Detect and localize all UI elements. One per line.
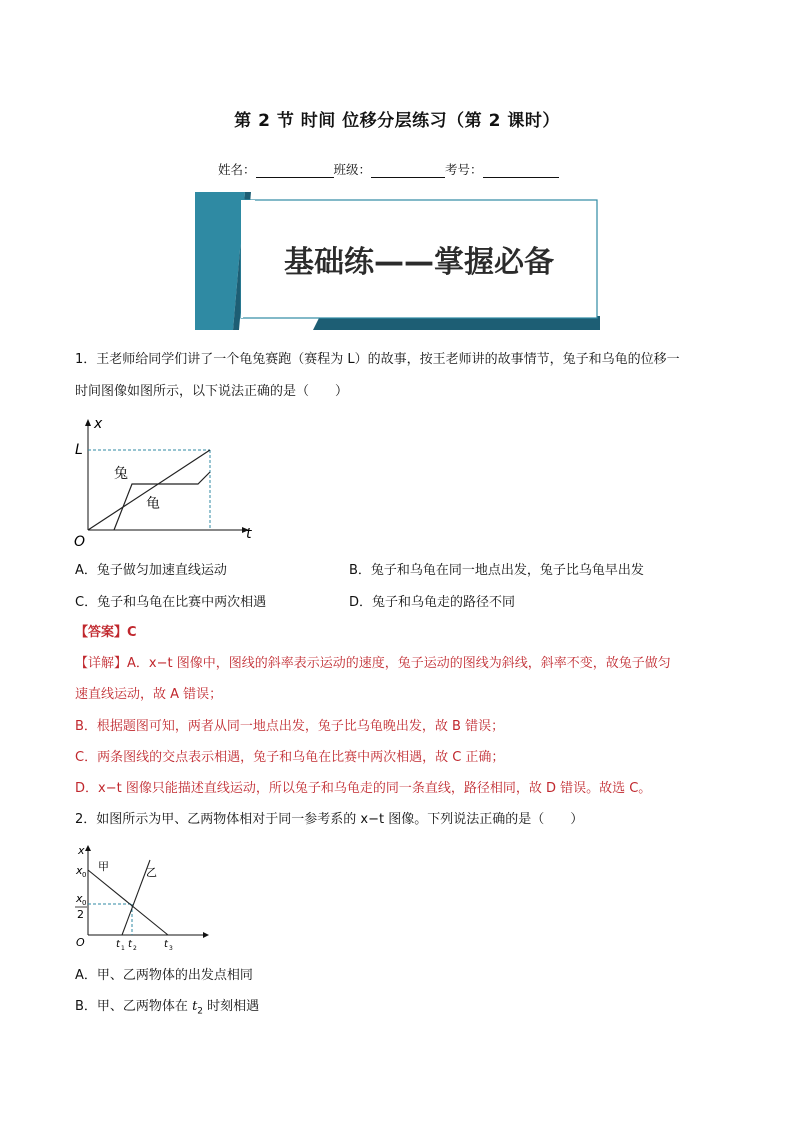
turtle-line bbox=[88, 450, 210, 530]
q1-stem-line2: 时间图像如图所示，以下说法正确的是（ ） bbox=[75, 384, 349, 399]
q1-option-a[interactable]: A．兔子做匀加速直线运动 bbox=[75, 563, 227, 578]
name-label: 姓名： bbox=[218, 162, 256, 177]
t2-label: t bbox=[128, 939, 132, 950]
q1-option-c[interactable]: C．兔子和乌龟在比赛中两次相遇 bbox=[75, 595, 267, 610]
jia-label: 甲 bbox=[98, 860, 109, 873]
page-title: 第 2 节 时间 位移分层练习（第 2 课时） bbox=[234, 111, 560, 131]
q2-x-axis-label: x bbox=[78, 844, 85, 857]
rabbit-line bbox=[114, 472, 210, 530]
q2-option-b-t: t bbox=[192, 999, 198, 1014]
rabbit-label: 兔 bbox=[114, 466, 128, 482]
q1-graph bbox=[70, 412, 255, 552]
q1-option-d[interactable]: D．兔子和乌龟走的路径不同 bbox=[349, 595, 516, 610]
student-info-line bbox=[218, 160, 559, 178]
half-x0-label: x bbox=[76, 892, 83, 905]
t3-label: t bbox=[164, 939, 168, 950]
half-x0-sub: 0 bbox=[82, 899, 87, 907]
section-banner bbox=[195, 190, 600, 332]
q2-option-b[interactable] bbox=[75, 997, 259, 1022]
banner-text: 基础练——掌握必备 bbox=[284, 245, 554, 280]
t2-sub: 2 bbox=[133, 945, 137, 952]
q2-stem: 2．如图所示为甲、乙两物体相对于同一参考系的 x−t 图像。下列说法正确的是（ ） bbox=[75, 812, 584, 827]
t1-sub: 1 bbox=[121, 945, 125, 952]
q1-detail-b: B．根据题图可知，两者从同一地点出发，兔子比乌龟晚出发，故 B 错误； bbox=[75, 719, 505, 734]
q1-detail-a-line2: 速直线运动，故 A 错误； bbox=[75, 687, 223, 702]
q1-answer: 【答案】C bbox=[75, 625, 137, 640]
q2-graph bbox=[70, 840, 215, 955]
q2-origin: O bbox=[76, 936, 85, 949]
t3-sub: 3 bbox=[169, 945, 173, 952]
q1-stem-line1: 1．王老师给同学们讲了一个龟兔赛跑（赛程为 L）的故事，按王老师讲的故事情节，兔子和乌龟的位移一 bbox=[75, 352, 680, 367]
t1-label: t bbox=[116, 939, 120, 950]
yi-label: 乙 bbox=[146, 866, 157, 879]
name-field[interactable] bbox=[256, 163, 334, 178]
x-axis-label: x bbox=[94, 416, 103, 432]
exam-number-field[interactable] bbox=[483, 163, 559, 178]
q1-detail-d: D．x−t 图像只能描述直线运动，所以兔子和乌龟走的同一条直线，路径相同，故 D 错误。故选 C。 bbox=[75, 781, 652, 796]
origin-label: O bbox=[74, 534, 86, 550]
q2-option-b-pre: B．甲、乙两物体在 bbox=[75, 999, 193, 1014]
q1-option-b[interactable]: B．兔子和乌龟在同一地点出发，兔子比乌龟早出发 bbox=[349, 563, 644, 578]
q2-option-b-sub: 2 bbox=[197, 1006, 204, 1017]
exam-number-label: 考号： bbox=[445, 162, 483, 177]
L-label: L bbox=[75, 442, 83, 458]
half-den: 2 bbox=[77, 908, 84, 921]
q2-option-b-post: 时刻相遇 bbox=[203, 999, 260, 1014]
q2-option-a[interactable]: A．甲、乙两物体的出发点相同 bbox=[75, 968, 253, 983]
t-axis-label: t bbox=[246, 526, 252, 542]
class-label: 班级： bbox=[333, 162, 372, 177]
jia-line bbox=[88, 870, 168, 935]
q1-detail-a-line1: 【详解】A．x−t 图像中，图线的斜率表示运动的速度，兔子运动的图线为斜线，斜率不变，故兔子做匀 bbox=[75, 656, 671, 671]
class-field[interactable] bbox=[371, 163, 445, 178]
x0-sub: 0 bbox=[82, 871, 87, 879]
turtle-label: 龟 bbox=[146, 496, 160, 512]
q1-detail-c: C．两条图线的交点表示相遇，兔子和乌龟在比赛中两次相遇，故 C 正确； bbox=[75, 750, 505, 765]
x0-label: x bbox=[76, 864, 83, 877]
